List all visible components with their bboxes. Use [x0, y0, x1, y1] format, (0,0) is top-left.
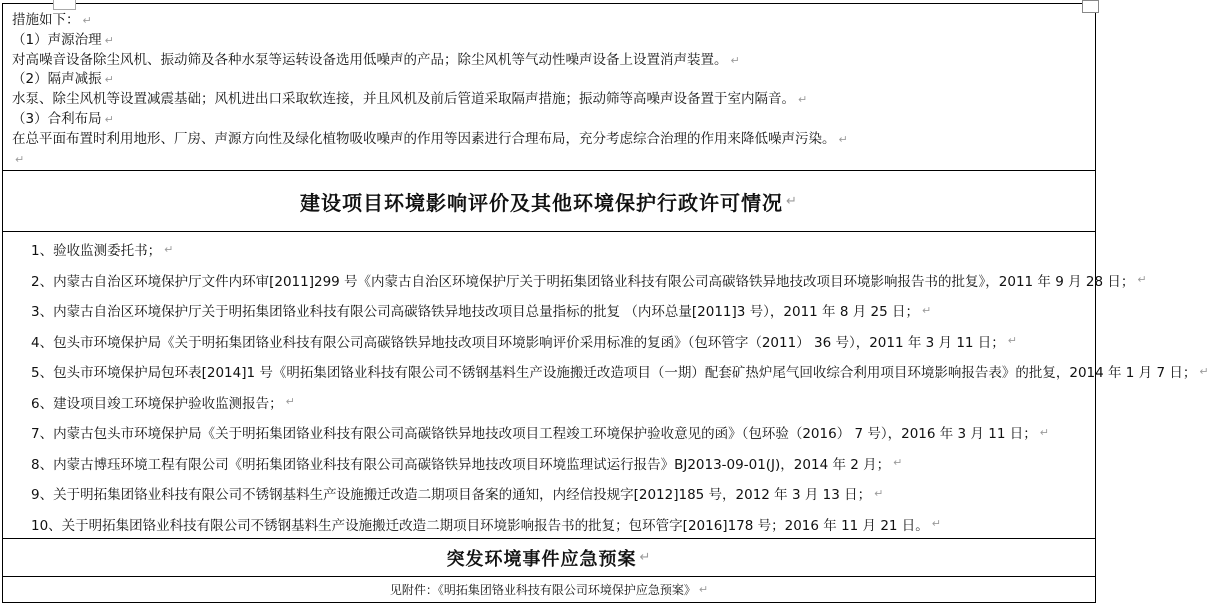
window-corner-handle	[1082, 0, 1099, 13]
paragraph-mark-icon: ↵	[1199, 364, 1209, 378]
text: （1）声源治理	[12, 31, 102, 48]
text: 措施如下：	[12, 12, 80, 28]
list-item-text: 4、包头市环境保护局《关于明拓集团铬业科技有限公司高碳铬铁异地技改项目环境影响评价采用标准的复函》（包环管字（2011） 36 号），2011 年 3 月 11 日；	[31, 334, 1005, 351]
list-item-text: 9、关于明拓集团铬业科技有限公司不锈钢基料生产设施搬迁改造二期项目备案的通知，内经信投规字[2012]185 号，2012 年 3 月 13 日；	[31, 487, 872, 504]
paragraph-mark-icon: ↵	[786, 193, 798, 209]
list-item	[31, 326, 1089, 357]
list-item	[31, 295, 1089, 326]
measures-body-2	[12, 90, 1086, 110]
list-item-text: 1、验收监测委托书；	[31, 243, 162, 260]
permits-list	[3, 231, 1209, 538]
list-item	[31, 417, 1089, 448]
paragraph-mark-icon: ↵	[104, 112, 114, 126]
text: 水泵、除尘风机等设置减震基础；风机进出口采取软连接，并且风机及前后管道采取隔声措施；振动筛等高噪声设备置于室内隔音。	[12, 91, 795, 108]
paragraph-mark-icon: ↵	[893, 456, 903, 470]
paragraph-mark-icon: ↵	[104, 73, 114, 87]
section-title-emergency	[3, 538, 1095, 576]
list-item	[31, 265, 1147, 296]
text: 在总平面布置时利用地形、厂房、声源方向性及绿化植物吸收噪声的作用等因素进行合理布局，充分考虑综合治理的作用来降低噪声污染。	[12, 130, 836, 147]
section-title-text: 建设项目环境影响评价及其他环境保护行政许可情况	[300, 190, 784, 215]
list-item	[31, 356, 1209, 387]
measures-body-1	[12, 51, 1086, 71]
list-item-text: 7、内蒙古包头市环境保护局《关于明拓集团铬业科技有限公司高碳铬铁异地技改项目工程竣工环境保护验收意见的函》（包环验（2016） 7 号），2016 年 3 月 11 日；	[31, 426, 1037, 443]
text: 对高噪音设备除尘风机、振动筛及各种水泵等运转设备选用低噪声的产品；除尘风机等气动性噪声设备上设置消声装置。	[12, 51, 728, 68]
list-item	[31, 387, 1089, 418]
measures-intro-line	[12, 11, 1086, 31]
measures-heading-3	[12, 110, 1086, 130]
list-item-text: 8、内蒙古博珏环境工程有限公司《明拓集团铬业科技有限公司高碳铬铁异地技改项目环境监理试运行报告》BJ2013-09-01(J)，2014 年 2 月；	[31, 456, 891, 473]
paragraph-mark-icon: ↵	[730, 53, 740, 67]
list-item	[31, 509, 1089, 540]
paragraph-mark-icon: ↵	[82, 14, 92, 27]
table-column-handle	[53, 0, 76, 10]
list-item-text: 5、包头市环境保护局包环表[2014]1 号《明拓集团铬业科技有限公司不锈钢基料生产设施搬迁改造项目（一期）配套矿热炉尾气回收综合利用项目环境影响报告表》的批复，2014 年 1 月 7 日；	[31, 365, 1197, 382]
paragraph-mark-icon: ↵	[1007, 334, 1018, 348]
paragraph-mark-icon: ↵	[698, 583, 709, 596]
document-table	[2, 3, 1209, 603]
list-item-text: 3、内蒙古自治区环境保护厅关于明拓集团铬业科技有限公司高碳铬铁异地技改项目总量指标的批复 （内环总量[2011]3 号），2011 年 8 月 25 日；	[31, 304, 919, 321]
paragraph-mark-icon: ↵	[104, 33, 114, 47]
attachment-row	[3, 576, 1095, 602]
paragraph-mark-icon: ↵	[639, 550, 652, 565]
paragraph-mark-icon: ↵	[921, 303, 932, 317]
paragraph-mark-icon: ↵	[874, 486, 884, 500]
paragraph-mark-icon: ↵	[15, 152, 25, 166]
paragraph-mark-icon: ↵	[285, 395, 295, 409]
paragraph-mark-icon: ↵	[1137, 273, 1147, 287]
text: （2）隔声减振	[12, 71, 102, 88]
list-item-text: 2、内蒙古自治区环境保护厅文件内环审[2011]299 号《内蒙古自治区环境保护厅关于明拓集团铬业科技有限公司高碳铬铁异地技改项目环境影响报告书的批复》，2011 年 9 月 28 日；	[31, 273, 1135, 290]
section-title-permits	[3, 170, 1095, 231]
list-item	[31, 234, 1089, 265]
paragraph-mark-icon: ↵	[1039, 425, 1049, 439]
list-item-text: 6、建设项目竣工环境保护验收监测报告；	[31, 395, 283, 412]
measures-heading-2	[12, 70, 1086, 90]
paragraph-mark-icon: ↵	[931, 517, 942, 531]
measures-body-3	[12, 130, 1086, 150]
section-title-text: 突发环境事件应急预案	[446, 548, 637, 570]
attachment-text: 见附件：《明拓集团铬业科技有限公司环境保护应急预案》	[389, 583, 696, 597]
empty-line	[12, 150, 1086, 170]
paragraph-mark-icon: ↵	[164, 242, 174, 256]
measures-section	[3, 4, 1095, 170]
paragraph-mark-icon: ↵	[838, 132, 848, 146]
list-item	[31, 448, 1089, 479]
paragraph-mark-icon: ↵	[798, 93, 808, 107]
list-item	[31, 478, 1089, 509]
measures-heading-1	[12, 31, 1086, 51]
text: （3）合利布局	[12, 110, 102, 127]
list-item-text: 10、关于明拓集团铬业科技有限公司不锈钢基料生产设施搬迁改造二期项目环境影响报告书的批复；包环管字[2016]178 号；2016 年 11 月 21 日。	[31, 517, 929, 534]
